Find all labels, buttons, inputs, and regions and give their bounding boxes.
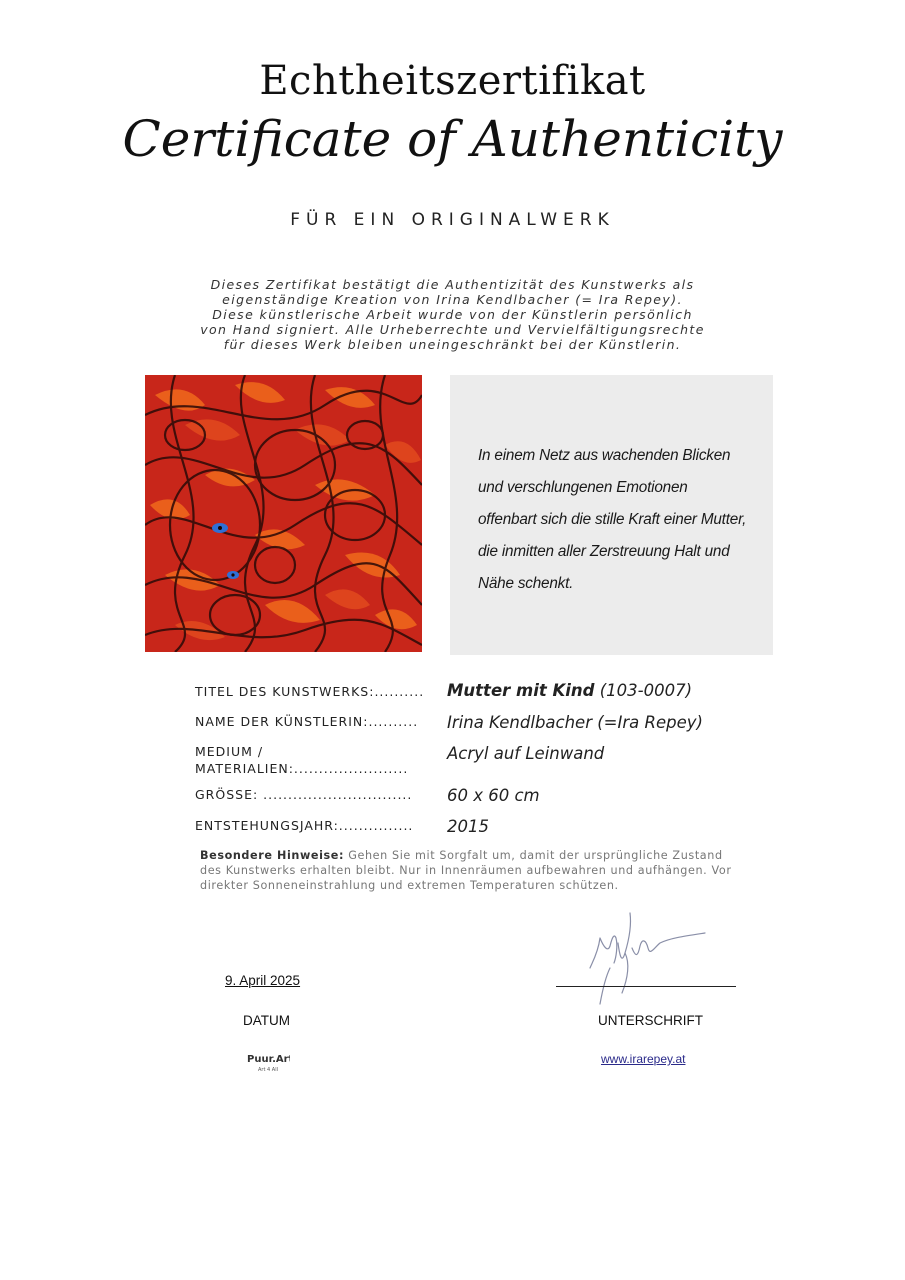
description-line: offenbart sich die stille Kraft einer Mutter, (478, 511, 747, 528)
description-line: Nähe schenkt. (478, 575, 574, 592)
intro-text (150, 277, 755, 352)
signature-image (580, 908, 710, 1006)
title-value (447, 681, 692, 700)
year-value: 2015 (447, 817, 489, 836)
title-label: TITEL DES KUNSTWERKS:.......... (195, 684, 425, 699)
description-line: und verschlungenen Emotionen (478, 479, 688, 496)
artist-label: NAME DER KÜNSTLERIN:.......... (195, 714, 419, 729)
puur-art-logo (246, 1050, 290, 1074)
medium-value: Acryl auf Leinwand (447, 744, 605, 763)
artwork-image (145, 375, 422, 652)
date-label: DATUM (243, 1013, 290, 1028)
signature-label: UNTERSCHRIFT (598, 1013, 703, 1028)
intro-line: von Hand signiert. Alle Urheberrechte und Vervielfältigungsrechte (200, 322, 705, 337)
size-value: 60 x 60 cm (447, 786, 540, 805)
intro-line: Dieses Zertifikat bestätigt die Authentizität des Kunstwerks als (210, 277, 695, 292)
description-line: die inmitten aller Zerstreuung Halt und (478, 543, 730, 560)
intro-line: eigenständige Kreation von Irina Kendlbacher (= Ira Repey). (222, 292, 683, 307)
website-link[interactable]: www.irarepey.at (601, 1052, 686, 1066)
size-label: GRÖSSE: .............................. (195, 787, 413, 802)
intro-line: für dieses Werk bleiben uneingeschränkt bei der Künstlerin. (223, 337, 682, 352)
intro-line: Diese künstlerische Arbeit wurde von der Künstlerin persönlich (212, 307, 693, 322)
description-line: In einem Netz aus wachenden Blicken (478, 447, 731, 464)
medium-label-2: MATERIALIEN:....................... (195, 761, 409, 776)
date-value: 9. April 2025 (225, 973, 301, 988)
artwork-code: (103-0007) (594, 681, 693, 700)
title-english: Certificate of Authenticity (122, 110, 783, 168)
medium-label-1: MEDIUM / (195, 744, 264, 759)
title-german: Echtheitszertifikat (259, 58, 646, 104)
logo-text: Puur.Art (247, 1054, 290, 1065)
notes-text: Gehen Sie mit Sorgfalt um, damit der ursprüngliche Zustand des Kunstwerks erhalten bleibt. Nur in Innenräumen aufbewahren und aufhängen. Vor direkter Sonneneinstrahlung und extremen Temperaturen schützen. (200, 849, 732, 892)
artwork-description (478, 440, 763, 600)
logo-subtext: Art 4 All (258, 1067, 278, 1073)
special-notes (200, 848, 740, 893)
subtitle: FÜR EIN ORIGINALWERK (290, 210, 615, 230)
signature-line (556, 986, 736, 987)
year-label: ENTSTEHUNGSJAHR:............... (195, 818, 414, 833)
notes-label: Besondere Hinweise: (200, 849, 345, 862)
artwork-title: Mutter mit Kind (447, 681, 595, 700)
artist-value: Irina Kendlbacher (=Ira Repey) (447, 713, 703, 732)
